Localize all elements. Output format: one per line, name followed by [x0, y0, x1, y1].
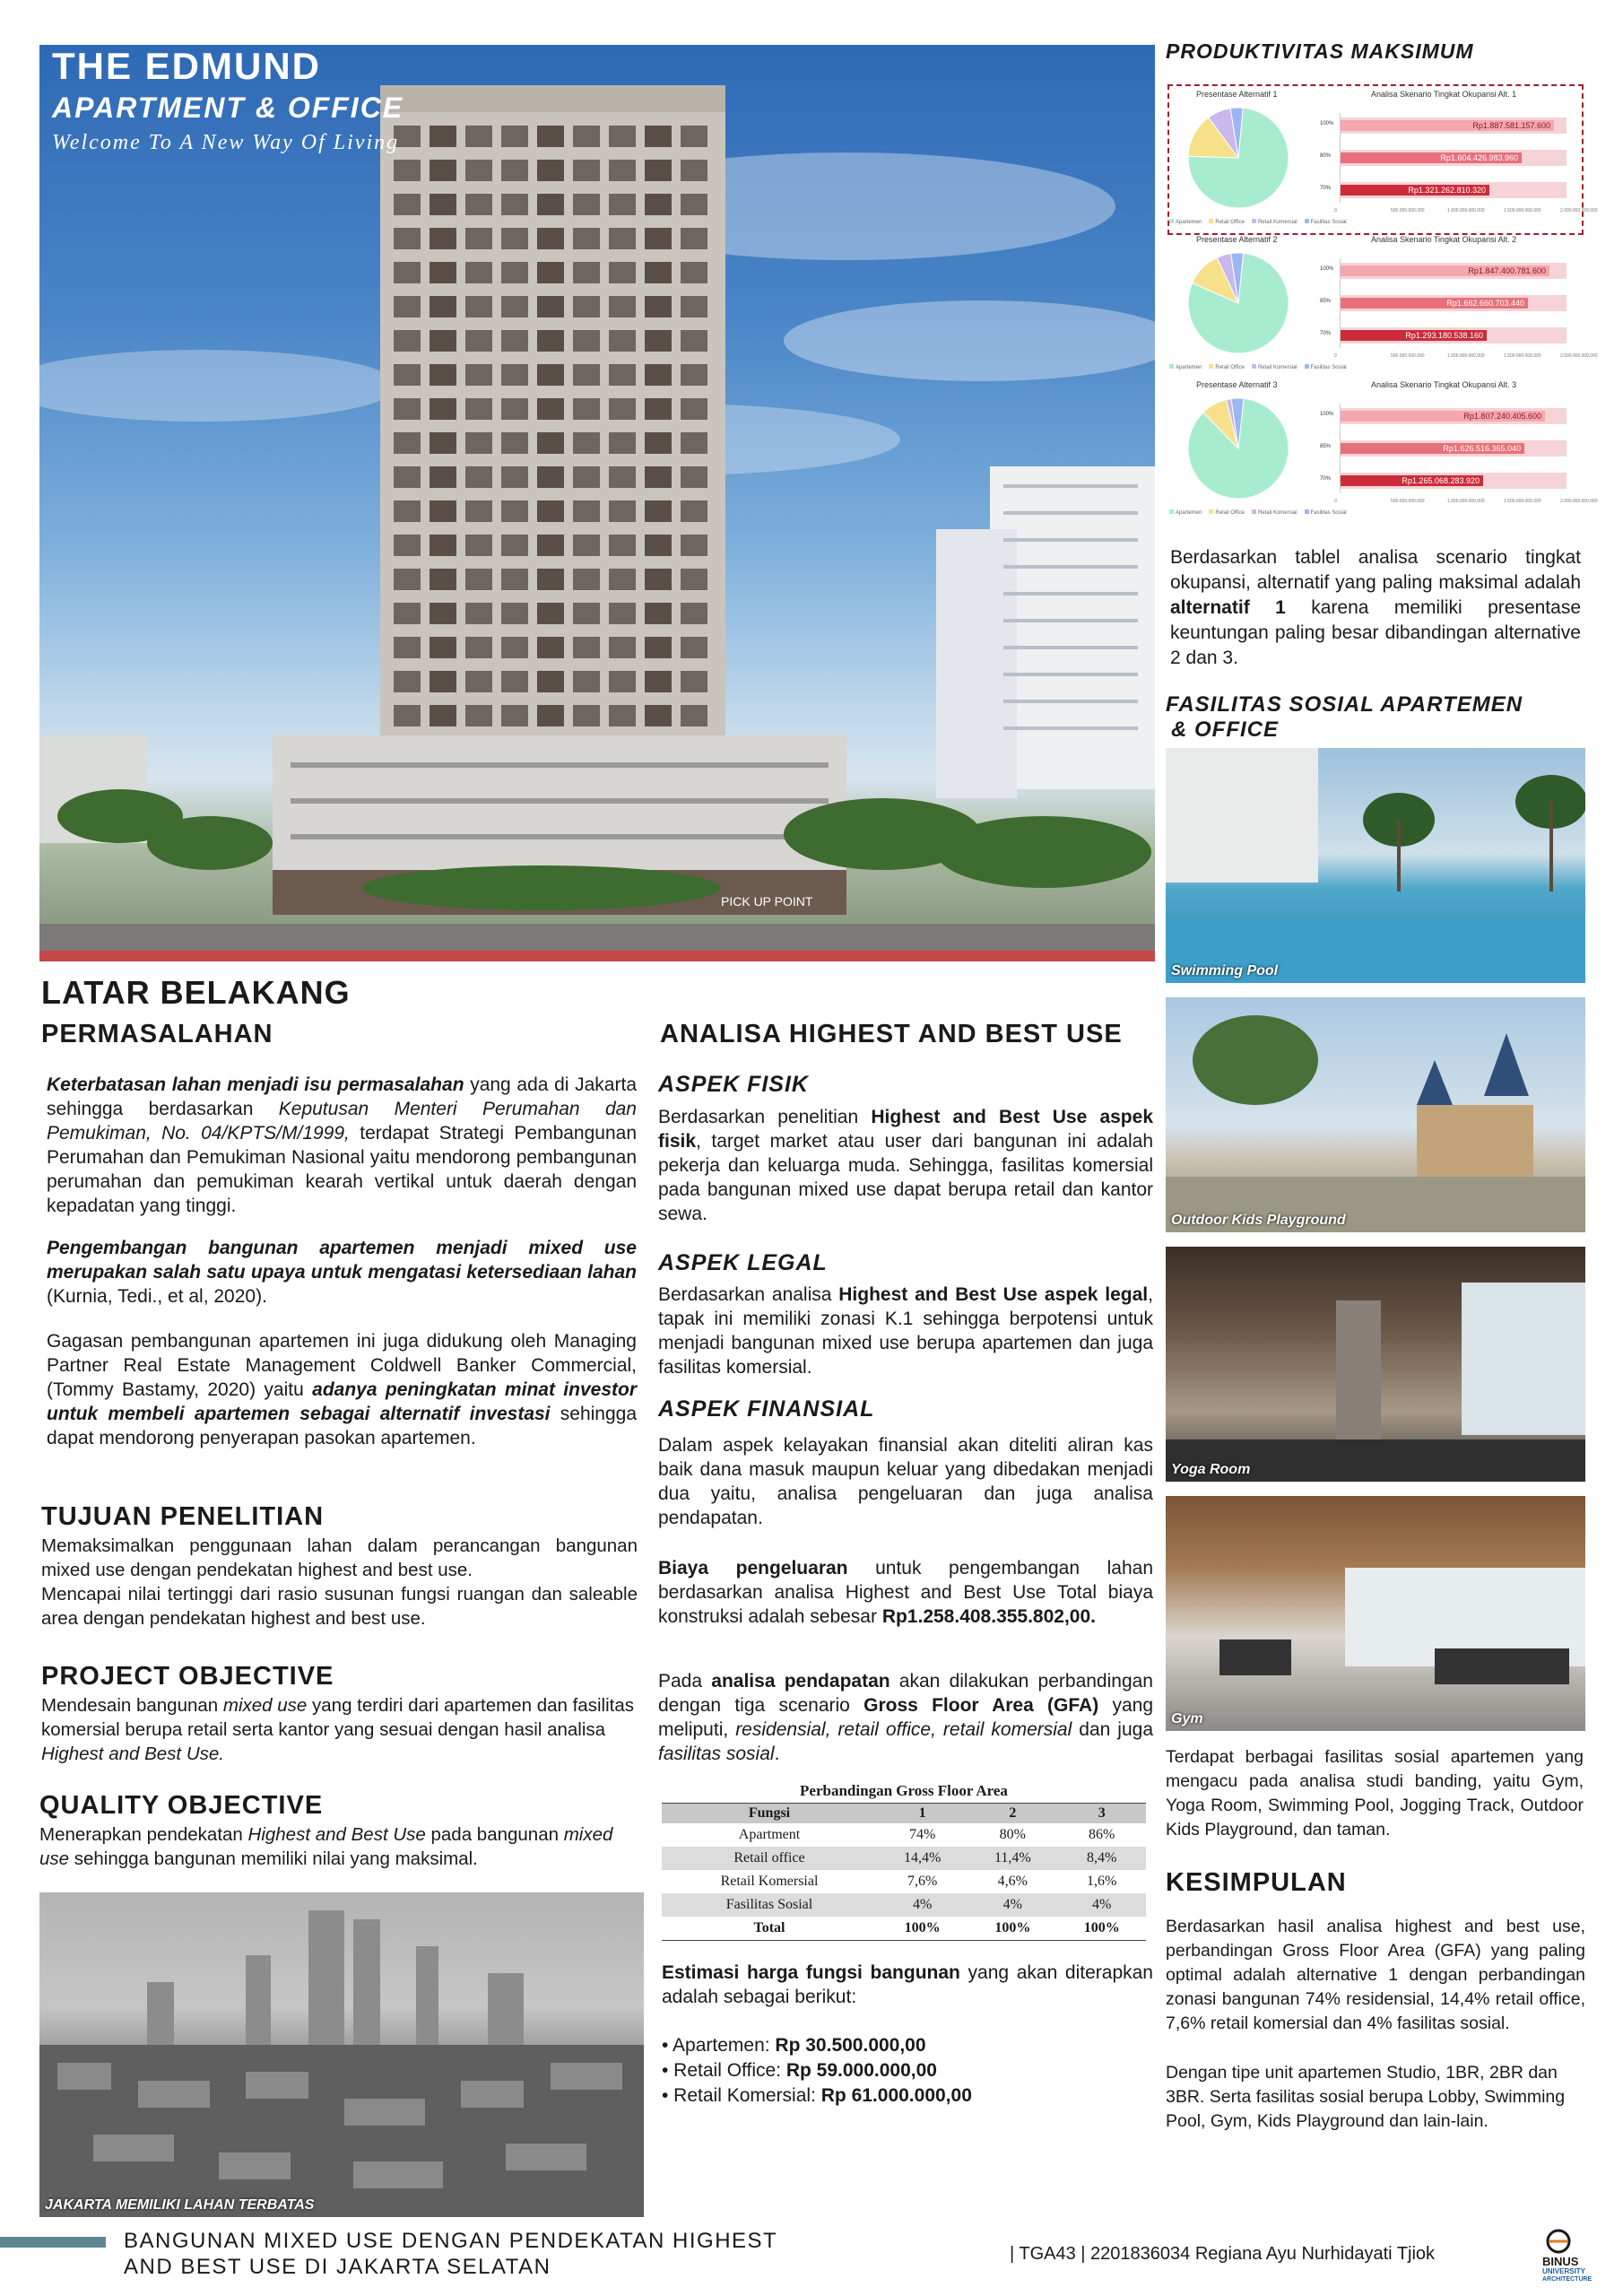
hero-subtitle: APARTMENT & OFFICE: [52, 91, 404, 124]
estimasi-item: • Apartemen: Rp 30.500.000,00: [662, 2035, 926, 2056]
alternative-chart-block: [1169, 86, 1598, 231]
tujuan-paragraph: Memaksimalkan penggunaan lahan dalam perancangan bangunan mixed use dengan pendekatan highest and best use. Mencapai nilai tertinggi dari rasio susunan fungsi ruangan dan saleable area dengan pendekatan highest and best use.: [41, 1535, 638, 1629]
project-objective-heading: PROJECT OBJECTIVE: [41, 1662, 334, 1691]
bar-axis-tick: 0: [1334, 208, 1337, 213]
aspek-legal-heading: ASPEK LEGAL: [658, 1250, 828, 1275]
bar-category-label: 85%: [1320, 299, 1332, 304]
produktivitas-heading: PRODUKTIVITAS MAKSIMUM: [1166, 39, 1474, 63]
legend-label: Apartemen: [1176, 510, 1202, 516]
table-cell: 1,6%: [1087, 1874, 1117, 1889]
table-cell: 4%: [877, 1893, 968, 1917]
table-cell: Retail Komersial: [720, 1874, 819, 1889]
legend-label: Retail Komersial: [1257, 510, 1298, 516]
logo-text: BINUS: [1542, 2255, 1579, 2268]
pie-legend: [1169, 219, 1354, 225]
legend-label: Apartemen: [1176, 365, 1202, 370]
bar-axis-tick: 500.000.000.000: [1391, 208, 1425, 213]
bar-category-label: 100%: [1320, 266, 1334, 272]
pie-title: Presentase Alternatif 3: [1196, 380, 1278, 389]
gym-illustration: [1166, 1496, 1585, 1731]
bar-value-label: Rp1.662.660.703.440: [1446, 299, 1524, 308]
table-cell: 100%: [1057, 1917, 1146, 1941]
gym-photo: [1166, 1496, 1585, 1731]
logo-text: UNIVERSITY: [1542, 2267, 1586, 2275]
legend-item: [1305, 220, 1347, 225]
legend-swatch: [1252, 509, 1256, 514]
bar-category-label: 100%: [1320, 121, 1334, 126]
bar-category-label: 70%: [1320, 186, 1332, 191]
pie-title: Presentase Alternatif 2: [1196, 235, 1278, 244]
swimming-pool-photo: [1166, 748, 1585, 983]
photo-caption: Yoga Room: [1171, 1462, 1251, 1477]
bar-axis-tick: 500.000.000.000: [1391, 499, 1425, 504]
legend-item: [1209, 365, 1245, 370]
table-row: [662, 1847, 1146, 1870]
bar-value-label: Rp1.807.240.405.600: [1463, 412, 1541, 421]
legend-item: [1169, 510, 1202, 516]
jakarta-city-photo: [39, 1892, 644, 2217]
permasalahan-paragraph-1: Keterbatasan lahan menjadi isu permasalahan yang ada di Jakarta sehingga berdasarkan Keputusan Menteri Perumahan dan Pemukiman, No. 04/KPTS/M/1999, terdapat Strategi Pembangunan Perumahan dan Pemukiman Nasional yaitu mendorong pembangunan perumahan dan pemukiman kearah vertikal untuk daerah dengan kepadatan yang tinggi.: [47, 1074, 638, 1216]
legend-swatch: [1209, 364, 1213, 369]
gfa-table-title: Perbandingan Gross Floor Area: [800, 1782, 1008, 1799]
legend-label: Retail Office: [1215, 365, 1245, 370]
table-cell: Apartment: [738, 1827, 801, 1842]
legend-label: Retail Komersial: [1257, 365, 1298, 370]
legend-label: Retail Office: [1215, 220, 1245, 225]
bar-value-label: Rp1.604.426.983.960: [1440, 153, 1518, 162]
legend-item: [1252, 510, 1298, 516]
permasalahan-paragraph-2: Pengembangan bangunan apartemen menjadi mixed use merupakan salah satu upaya untuk mengatasi ketersediaan lahan (Kurnia, Tedi., et al, 2020).: [47, 1238, 637, 1307]
bar-value-label: Rp1.293.180.538.160: [1405, 331, 1483, 340]
legend-swatch: [1169, 364, 1174, 369]
pickup-sign: PICK UP POINT: [721, 894, 813, 909]
legend-label: Retail Office: [1215, 510, 1245, 516]
legend-label: Fasilitas Sosial: [1310, 220, 1347, 225]
table-row: [662, 1870, 1146, 1893]
legend-label: Retail Komersial: [1257, 220, 1298, 225]
legend-swatch: [1305, 364, 1309, 369]
table-cell: Retail office: [662, 1847, 877, 1870]
gfa-table: [662, 1803, 1146, 1941]
legend-label: Fasilitas Sosial: [1310, 510, 1347, 516]
table-row: [662, 1893, 1146, 1917]
hero-illustration: [39, 45, 1155, 961]
bar-chart-title: Analisa Skenario Tingkat Okupansi Alt. 1: [1371, 90, 1517, 99]
yoga-illustration: [1166, 1247, 1585, 1482]
legend-item: [1209, 220, 1245, 225]
table-header-cell: 3: [1057, 1804, 1146, 1824]
legend-item: [1305, 365, 1347, 370]
bar-value-label: Rp1.265.068.283.920: [1402, 476, 1480, 485]
bar-category-label: 100%: [1320, 412, 1334, 417]
bar-axis-tick: 0: [1334, 499, 1337, 504]
table-cell: 8,4%: [1057, 1847, 1146, 1870]
hero-title: THE EDMUND: [52, 45, 321, 87]
pie-title: Presentase Alternatif 1: [1196, 90, 1278, 99]
binus-logo-icon: [1541, 2228, 1576, 2255]
legend-item: [1169, 220, 1202, 225]
table-cell: 100%: [968, 1917, 1057, 1941]
kesimpulan-heading: KESIMPULAN: [1166, 1868, 1347, 1897]
legend-label: Fasilitas Sosial: [1310, 365, 1347, 370]
table-cell: 11,4%: [968, 1847, 1057, 1870]
kesimpulan-paragraph-2: Dengan tipe unit apartemen Studio, 1BR, 2BR dan 3BR. Serta fasilitas sosial berupa Lobby, Swimming Pool, Gym, Kids Playground dan lain-lain.: [1166, 2063, 1566, 2131]
footer-student-info: | TGA43 | 2201836034 Regiana Ayu Nurhidayati Tjiok: [1010, 2244, 1436, 2264]
aspek-finansial-text-1: Dalam aspek kelayakan finansial akan diteliti aliran kas baik dana masuk maupun keluar yang dibedakan menjadi dua yaitu, analisa pengeluaran dan juga analisa pendapatan.: [658, 1435, 1153, 1528]
bar-axis-tick: 1.000.000.000.000: [1447, 208, 1485, 213]
produktivitas-conclusion: Berdasarkan tablel analisa scenario tingkat okupansi, alternatif yang paling maksimal adalah alternatif 1 karena memiliki presentase keuntungan paling besar dibandingan alternative 2 dan 3.: [1170, 547, 1581, 668]
bar-category-label: 80%: [1320, 153, 1332, 159]
estimasi-item: • Retail Office: Rp 59.000.000,00: [662, 2060, 937, 2081]
footer-accent-bar: [0, 2237, 106, 2248]
estimasi-item: • Retail Komersial: Rp 61.000.000,00: [662, 2085, 972, 2106]
estimasi-intro: Estimasi harga fungsi bangunan yang akan diterapkan adalah sebagai berikut:: [662, 1962, 1153, 2007]
bar-value-label: Rp1.626.516.365.040: [1443, 444, 1521, 453]
tujuan-heading: TUJUAN PENELITIAN: [41, 1502, 325, 1531]
legend-swatch: [1252, 219, 1256, 223]
legend-item: [1169, 365, 1202, 370]
table-cell: 80%: [999, 1827, 1026, 1842]
bar-value-label: Rp1.887.581.157.600: [1472, 121, 1550, 130]
fasilitas-heading: FASILITAS SOSIAL APARTEMEN & OFFICE: [1166, 692, 1523, 742]
bar-chart-title: Analisa Skenario Tingkat Okupansi Alt. 2: [1371, 235, 1517, 244]
table-row: [662, 1823, 1146, 1847]
table-cell: 86%: [1089, 1827, 1115, 1842]
table-cell: 4%: [1057, 1893, 1146, 1917]
photo-caption: Gym: [1171, 1711, 1203, 1726]
bar-axis-tick: 1.000.000.000.000: [1447, 499, 1485, 504]
bar-axis-tick: 2.000.000.000.000: [1560, 353, 1598, 359]
bar-category-label: 70%: [1320, 331, 1332, 336]
aspek-fisik-heading: ASPEK FISIK: [658, 1072, 809, 1097]
binus-logo: [1524, 2228, 1596, 2291]
aspek-finansial-heading: ASPEK FINANSIAL: [658, 1396, 875, 1422]
legend-label: Apartemen: [1176, 220, 1202, 225]
footer-title: BANGUNAN MIXED USE DENGAN PENDEKATAN HIGHEST AND BEST USE DI JAKARTA SELATAN: [124, 2229, 778, 2279]
fasilitas-description: Terdapat berbagai fasilitas sosial apartemen yang mengacu pada analisa studi banding, yaitu Gym, Yoga Room, Swimming Pool, Jogging Track, Outdoor Kids Playground, dan taman.: [1166, 1747, 1584, 1839]
city-photo-caption: JAKARTA MEMILIKI LAHAN TERBATAS: [45, 2197, 315, 2213]
table-cell: 4%: [968, 1893, 1057, 1917]
legend-item: [1209, 510, 1245, 516]
photo-caption: Swimming Pool: [1171, 963, 1279, 978]
aspek-finansial-text-2: Biaya pengeluaran untuk pengembangan lahan berdasarkan analisa Highest and Best Use Total biaya konstruksi adalah sebesar Rp1.258.408.355.802,00.: [658, 1558, 1153, 1627]
bar-axis-tick: 500.000.000.000: [1391, 353, 1425, 359]
pie-chart: [1187, 248, 1322, 364]
permasalahan-paragraph-3: Gagasan pembangunan apartemen ini juga didukung oleh Managing Partner Real Estate Management Coldwell Banker Commercial, (Tommy Bastamy, 2020) yaitu adanya peningkatan minat investor untuk membeli apartemen sebagai alternatif investasi sehingga dapat mendorong penyerapan pasokan apartemen.: [47, 1331, 638, 1448]
table-header-cell: 2: [968, 1804, 1057, 1824]
photo-caption: Outdoor Kids Playground: [1171, 1213, 1346, 1228]
bar-axis-tick: 1.500.000.000.000: [1504, 208, 1541, 213]
kids-playground-photo: [1166, 997, 1585, 1232]
table-cell: 100%: [877, 1917, 968, 1941]
pie-legend: [1169, 364, 1354, 370]
table-cell: 74%: [908, 1827, 936, 1842]
playground-illustration: [1166, 997, 1585, 1232]
legend-swatch: [1305, 219, 1309, 223]
bar-value-label: Rp1.847.400.781.600: [1468, 266, 1546, 275]
latar-belakang-heading: LATAR BELAKANG: [41, 974, 351, 1011]
aspek-finansial-text-3: Pada analisa pendapatan akan dilakukan perbandingan dengan tiga scenario Gross Floor Area (GFA) yang meliputi, residensial, retail office, retail komersial dan juga fasilitas sosial.: [658, 1671, 1154, 1764]
permasalahan-heading: PERMASALAHAN: [41, 1020, 273, 1048]
table-cell: 7,6%: [907, 1874, 938, 1889]
legend-swatch: [1252, 364, 1256, 369]
project-objective-text: Mendesain bangunan mixed use yang terdiri dari apartemen dan fasilitas komersial berupa retail serta kantor yang sesuai dengan hasil analisa Highest and Best Use.: [41, 1695, 634, 1764]
table-header-cell: 1: [877, 1804, 968, 1824]
legend-item: [1305, 510, 1347, 516]
aspek-legal-text: Berdasarkan analisa Highest and Best Use aspek legal, tapak ini memiliki zonasi K.1 sehingga berpotensi untuk menjadi bangunan mixed use berupa apartemen dan juga fasilitas komersial.: [658, 1284, 1153, 1378]
alternative-chart-block: [1169, 231, 1598, 377]
quality-objective-text: Menerapkan pendekatan Highest and Best Use pada bangunan mixed use sehingga bangunan memiliki nilai yang maksimal.: [39, 1824, 613, 1869]
logo-text: ARCHITECTURE: [1542, 2276, 1593, 2283]
pie-chart: [1187, 102, 1322, 219]
table-cell: 4,6%: [997, 1874, 1028, 1889]
bar-chart-title: Analisa Skenario Tingkat Okupansi Alt. 3: [1371, 380, 1517, 389]
city-skyline: [39, 1892, 644, 2217]
bar-axis-tick: 2.000.000.000.000: [1560, 499, 1598, 504]
legend-swatch: [1305, 509, 1309, 514]
quality-objective-heading: QUALITY OBJECTIVE: [39, 1791, 324, 1820]
legend-swatch: [1209, 219, 1213, 223]
alternative-chart-block: [1169, 377, 1598, 522]
legend-item: [1252, 220, 1298, 225]
estimasi-list: [662, 2033, 972, 2109]
bar-axis-tick: 2.000.000.000.000: [1560, 208, 1598, 213]
produktivitas-charts: [1169, 86, 1598, 526]
bar-category-label: 70%: [1320, 476, 1332, 482]
pie-legend: [1169, 509, 1354, 516]
pie-chart: [1187, 393, 1322, 509]
table-header-cell: Fungsi: [662, 1804, 877, 1824]
bar-axis-tick: 1.500.000.000.000: [1504, 353, 1541, 359]
legend-item: [1252, 365, 1298, 370]
hero-rendering: [39, 45, 1155, 961]
hero-tagline: Welcome To A New Way Of Living: [52, 131, 400, 154]
pool-illustration: [1166, 748, 1585, 983]
legend-swatch: [1169, 509, 1174, 514]
bar-axis-tick: 1.500.000.000.000: [1504, 499, 1541, 504]
kesimpulan-paragraph-1: Berdasarkan hasil analisa highest and best use, perbandingan Gross Floor Area (GFA) yang paling optimal adalah alternative 1 dengan perbandingan zonasi bangunan 74% residensial, 14,4% retail office, 7,6% retail komersial dan 4% fasilitas sosial.: [1166, 1917, 1585, 2033]
bar-value-label: Rp1.321.262.810.320: [1408, 186, 1486, 195]
aspek-fisik-text: Berdasarkan penelitian Highest and Best Use aspek fisik, target market atau user dari bangunan ini adalah pekerja dan keluarga muda. Sehingga, fasilitas komersial pada bangunan mixed use dapat berupa retail dan kantor sewa.: [658, 1107, 1153, 1224]
legend-swatch: [1209, 509, 1213, 514]
table-cell: Total: [662, 1917, 877, 1941]
yoga-room-photo: [1166, 1247, 1585, 1482]
table-cell: Fasilitas Sosial: [662, 1893, 877, 1917]
table-row: [662, 1917, 1146, 1941]
bar-category-label: 85%: [1320, 444, 1332, 449]
analisa-heading: ANALISA HIGHEST AND BEST USE: [660, 1020, 1123, 1048]
legend-swatch: [1169, 219, 1174, 223]
bar-axis-tick: 0: [1334, 353, 1337, 359]
table-cell: 14,4%: [877, 1847, 968, 1870]
bar-axis-tick: 1.000.000.000.000: [1447, 353, 1485, 359]
